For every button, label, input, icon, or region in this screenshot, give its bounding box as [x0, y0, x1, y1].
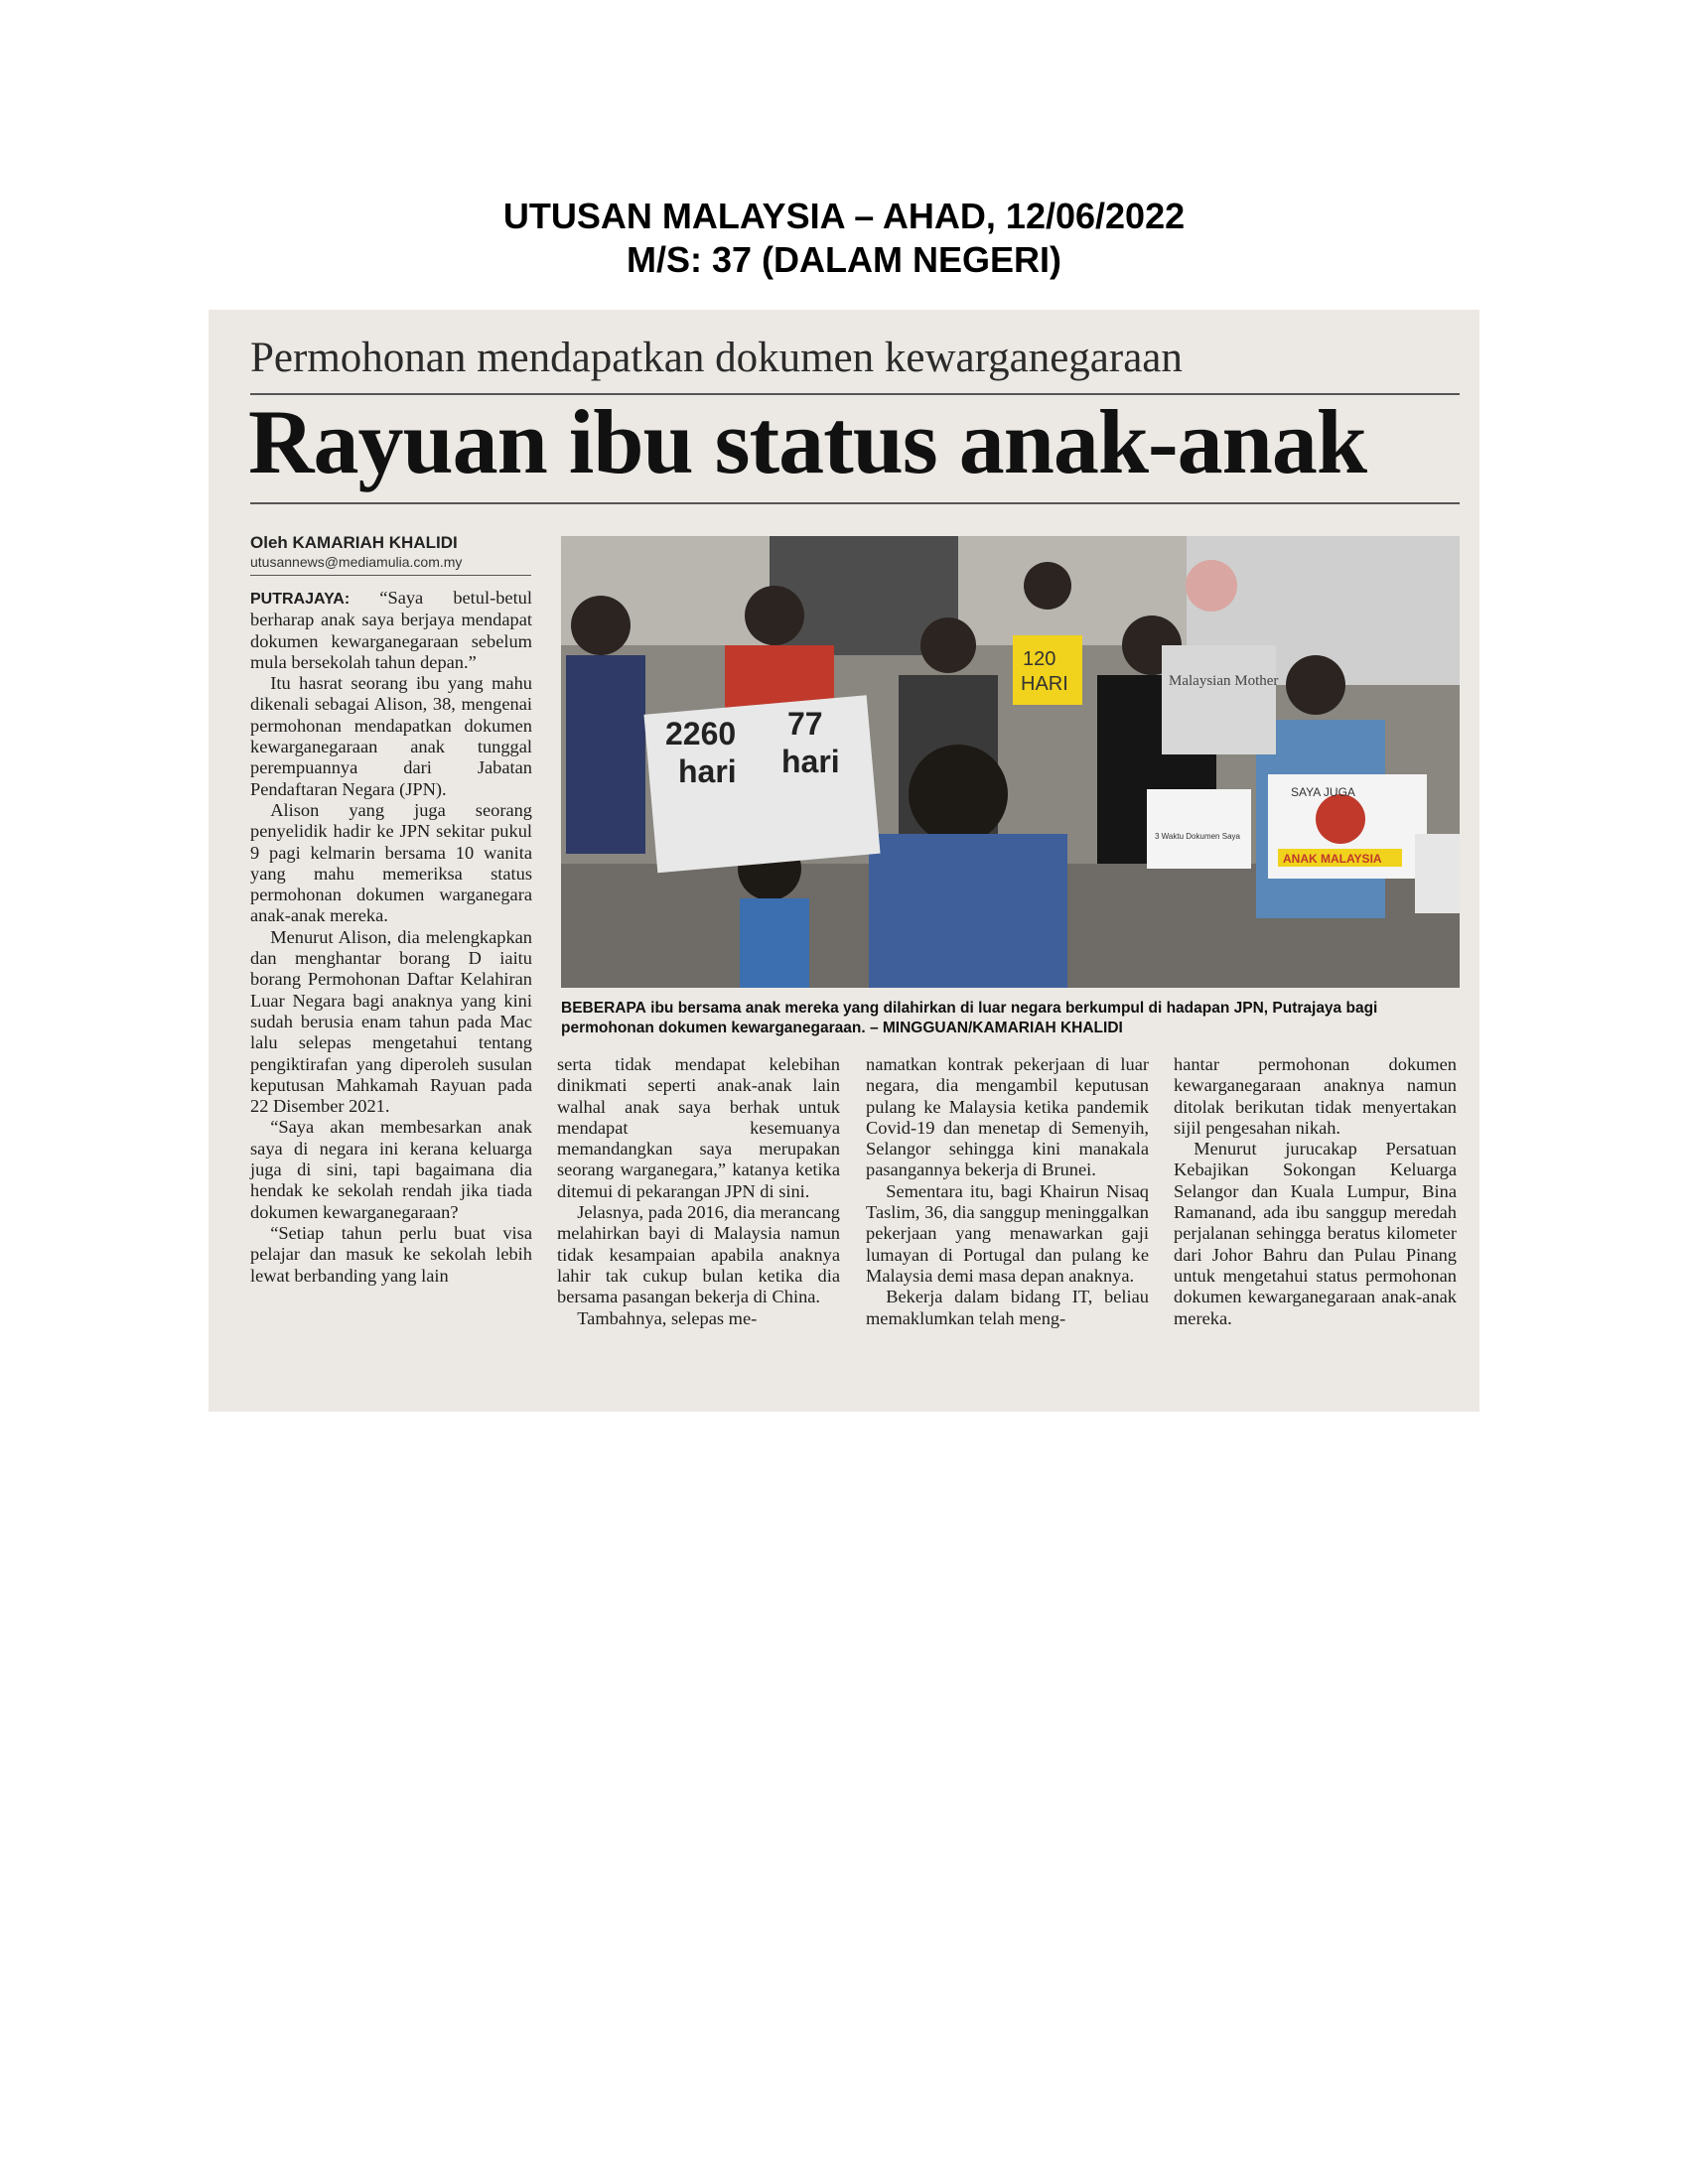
document-header [0, 195, 1688, 282]
author-email: utusannews@mediamulia.com.my [250, 554, 463, 570]
caption-lead: BEBERAPA [561, 1000, 646, 1017]
article-photo [561, 536, 1460, 988]
byline-rule [250, 575, 531, 576]
caption-text: ibu bersama anak mereka yang dilahirkan di luar negara berkumpul di hadapan JPN, Putrajaya bagi permohonan dokumen kewarganegaraan. – MINGGUAN/KAMARIAH KHALIDI [561, 1000, 1378, 1036]
sign-3-number: 120 [1023, 648, 1056, 670]
dateline: PUTRAJAYA: [250, 591, 351, 608]
paragraph: namatkan kontrak pekerjaan di luar negara, dia mengambil keputusan pulang ke Malaysia ketika pandemik Covid-19 dan menetap di Semenyih, Selangor sehingga kini manakala pasangannya bekerja di Brunei. [866, 1054, 1149, 1180]
protest-photo-illustration [561, 536, 1460, 988]
article-column-1 [250, 588, 532, 1287]
header-page-line: M/S: 37 (DALAM NEGERI) [626, 239, 1061, 280]
sign-5-text: SAYA JUGA [1291, 785, 1355, 799]
paragraph: Sementara itu, bagi Khairun Nisaq Taslim, 36, dia sanggup meninggalkan pekerjaan yang menawarkan gaji lumayan di Portugal dan pulang ke Malaysia demi masa depan anaknya. [866, 1180, 1149, 1286]
paragraph: Menurut Alison, dia melengkapkan dan menghantar borang D iaitu borang Permohonan Daftar Kelahiran Luar Negara bagi anaknya yang kini sudah berusia enam tahun pada Mac lalu selepas mengetahui tentang pengiktirafan yang diperoleh susulan keputusan Mahkamah Rayuan pada 22 Disember 2021. [250, 926, 532, 1117]
paragraph: Jelasnya, pada 2016, dia merancang melahirkan bayi di Malaysia namun tidak kesampaian apabila anaknya lahir tak cukup bulan ketika dia bersama pasangan bekerja di China. [557, 1202, 840, 1307]
sign-5-banner: ANAK MALAYSIA [1283, 852, 1382, 866]
paragraph: serta tidak mendapat kelebihan dinikmati seperti anak-anak lain walhal anak saya berhak untuk mendapat kesemuanya memandangkan saya merupakan seorang warganegara,” katanya ketika ditemui di pekarangan JPN di sini. [557, 1054, 840, 1201]
article-column-2 [557, 1054, 840, 1329]
paragraph: Tambahnya, selepas me- [577, 1307, 758, 1328]
article-column-4 [1174, 1054, 1457, 1329]
article-byline: Oleh KAMARIAH KHALIDI [250, 533, 458, 552]
paragraph: “Saya akan membesarkan anak saya di negara ini kerana keluarga juga di sini, tapi bagaimana dia hendak ke sekolah rendah jika tiada dokumen kewarganegaraan? [250, 1117, 532, 1222]
newspaper-clipping [209, 310, 1479, 1412]
paragraph: “Setiap tahun perlu buat visa pelajar dan masuk ke sekolah lebih lewat berbanding yang lain [250, 1222, 532, 1286]
paragraph: PUTRAJAYA: “Saya betul-betul berharap anak saya berjaya mendapat dokumen kewarganegaraan sebelum mula bersekolah tahun depan.” [250, 588, 532, 672]
sign-2-number: 77 [787, 706, 823, 742]
paragraph: Bekerja dalam bidang IT, beliau memaklumkan telah meng- [866, 1287, 1149, 1328]
photo-caption [561, 999, 1460, 1038]
paragraph: Alison yang juga seorang penyelidik hadir ke JPN sekitar pukul 9 pagi kelmarin bersama 10 wanita yang mahu memeriksa status permohonan dokumen warganegara anak-anak mereka. [250, 799, 532, 926]
paragraph: hantar permohonan dokumen kewarganegaraan anaknya namun ditolak berikutan tidak menyertakan sijil pengesahan nikah. [1174, 1054, 1457, 1138]
article-kicker: Permohonan mendapatkan dokumen kewarganegaraan [250, 335, 1183, 381]
sign-2-unit: hari [781, 744, 840, 779]
sign-4-text: Malaysian Mother [1169, 673, 1279, 689]
sign-1-number: 2260 [665, 716, 737, 751]
article-column-3 [866, 1054, 1149, 1329]
sign-6-text: 3 Waktu Dokumen Saya [1155, 832, 1240, 841]
header-publication-line: UTUSAN MALAYSIA – AHAD, 12/06/2022 [502, 196, 1186, 236]
article-headline: Rayuan ibu status anak-anak [248, 391, 1367, 492]
sign-1-unit: hari [678, 753, 737, 789]
headline-rule [250, 502, 1460, 504]
paragraph: Menurut jurucakap Persatuan Kebajikan Sokongan Keluarga Selangor dan Kuala Lumpur, Bina Ramanand, ada ibu sanggup meredah perjalanan sehingga beratus kilometer dari Johor Bahru dan Pulau Pinang untuk mengetahui status permohonan dokumen kewarganegaraan anak-anak mereka. [1174, 1139, 1457, 1328]
sign-3-unit: HARI [1021, 673, 1068, 695]
paragraph: Itu hasrat seorang ibu yang mahu dikenali sebagai Alison, 38, mengenai permohonan mendapatkan dokumen kewarganegaraan anak tunggal perempuannya dari Jabatan Pendaftaran Negara (JPN). [250, 673, 532, 799]
